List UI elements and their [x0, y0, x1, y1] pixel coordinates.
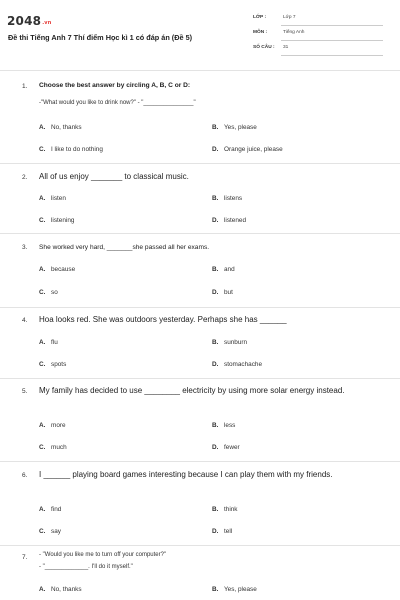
- question-count-value: 31: [283, 45, 289, 50]
- question-divider: [0, 461, 400, 462]
- option-letter: C.: [39, 217, 46, 224]
- option-c[interactable]: [39, 289, 58, 296]
- question-divider: [0, 163, 400, 164]
- option-d[interactable]: [212, 444, 240, 451]
- option-letter: B.: [212, 422, 219, 429]
- option-letter: A.: [39, 586, 46, 593]
- option-a[interactable]: [39, 339, 58, 346]
- question-prompt: -"What would you like to drink now?" - "_______________": [39, 100, 196, 106]
- logo-text: 2048: [7, 14, 42, 28]
- option-d[interactable]: [212, 146, 283, 153]
- field-underline: [281, 55, 383, 56]
- subject-label: MÔN :: [253, 30, 268, 35]
- class-value: Lớp 7: [283, 15, 296, 20]
- option-d[interactable]: [212, 528, 232, 535]
- option-text: listens: [224, 195, 243, 202]
- option-letter: A.: [39, 266, 46, 273]
- option-letter: A.: [39, 506, 46, 513]
- option-text: think: [224, 506, 238, 513]
- subject-field: [253, 29, 383, 41]
- option-letter: C.: [39, 146, 46, 153]
- question-stem: My family has decided to use ________ electricity by using more solar energy instead.: [39, 386, 345, 395]
- option-letter: B.: [212, 506, 219, 513]
- option-text: No, thanks: [51, 124, 82, 131]
- question-stem: She worked very hard, _______she passed all her exams.: [39, 244, 210, 251]
- question-number: 5.: [22, 388, 28, 395]
- option-text: sunburn: [224, 339, 248, 346]
- option-a[interactable]: [39, 195, 66, 202]
- option-text: No, thanks: [51, 586, 82, 593]
- option-text: stomachache: [224, 361, 263, 368]
- logo-suffix: .vn: [42, 20, 52, 26]
- option-letter: A.: [39, 422, 46, 429]
- option-b[interactable]: [212, 422, 235, 429]
- option-text: and: [224, 266, 235, 273]
- option-text: tell: [224, 528, 233, 535]
- option-letter: C.: [39, 289, 46, 296]
- question-divider: [0, 307, 400, 308]
- question-stem-line-2: - "_____________. I'll do it myself.": [39, 564, 133, 570]
- option-letter: B.: [212, 266, 219, 273]
- option-b[interactable]: [212, 586, 257, 593]
- page-header: [0, 0, 400, 66]
- option-text: I like to do nothing: [51, 146, 103, 153]
- option-letter: C.: [39, 528, 46, 535]
- question-stem: Hoa looks red. She was outdoors yesterday. Perhaps she has ______: [39, 315, 287, 324]
- option-text: much: [51, 444, 67, 451]
- exam-title: Đề thi Tiếng Anh 7 Thí điểm Học kì 1 có đáp án (Đề 5): [8, 33, 193, 42]
- option-c[interactable]: [39, 146, 103, 153]
- option-letter: B.: [212, 339, 219, 346]
- class-field: [253, 14, 383, 26]
- site-logo[interactable]: [7, 14, 52, 28]
- option-text: Yes, please: [224, 586, 257, 593]
- question-number: 3.: [22, 244, 28, 251]
- option-letter: D.: [212, 289, 219, 296]
- option-text: listening: [51, 217, 75, 224]
- option-text: but: [224, 289, 233, 296]
- option-a[interactable]: [39, 266, 75, 273]
- subject-value: Tiếng Anh: [283, 30, 305, 35]
- option-letter: D.: [212, 528, 219, 535]
- option-text: flu: [51, 339, 58, 346]
- option-letter: B.: [212, 586, 219, 593]
- option-b[interactable]: [212, 124, 257, 131]
- option-text: say: [51, 528, 61, 535]
- question-number: 1.: [22, 83, 28, 90]
- question-number: 6.: [22, 472, 28, 479]
- question-number: 2.: [22, 174, 28, 181]
- option-letter: D.: [212, 146, 219, 153]
- option-text: fewer: [224, 444, 240, 451]
- option-text: spots: [51, 361, 67, 368]
- option-b[interactable]: [212, 506, 238, 513]
- question-count-field: [253, 44, 383, 56]
- option-text: so: [51, 289, 58, 296]
- option-a[interactable]: [39, 506, 61, 513]
- option-b[interactable]: [212, 266, 235, 273]
- option-letter: D.: [212, 217, 219, 224]
- option-letter: D.: [212, 361, 219, 368]
- option-letter: C.: [39, 444, 46, 451]
- option-letter: D.: [212, 444, 219, 451]
- option-b[interactable]: [212, 339, 247, 346]
- option-d[interactable]: [212, 217, 246, 224]
- option-d[interactable]: [212, 361, 262, 368]
- option-c[interactable]: [39, 361, 66, 368]
- option-text: because: [51, 266, 76, 273]
- question-divider: [0, 378, 400, 379]
- option-c[interactable]: [39, 217, 74, 224]
- option-letter: B.: [212, 124, 219, 131]
- option-text: more: [51, 422, 66, 429]
- question-number: 4.: [22, 317, 28, 324]
- header-divider: [0, 70, 400, 71]
- question-divider: [0, 233, 400, 234]
- class-label: LỚP :: [253, 15, 267, 20]
- option-letter: C.: [39, 361, 46, 368]
- option-text: listened: [224, 217, 247, 224]
- option-letter: A.: [39, 124, 46, 131]
- option-a[interactable]: [39, 422, 66, 429]
- field-underline: [281, 25, 383, 26]
- option-c[interactable]: [39, 444, 67, 451]
- option-letter: A.: [39, 195, 46, 202]
- field-underline: [281, 40, 383, 41]
- option-text: listen: [51, 195, 66, 202]
- option-text: Yes, please: [224, 124, 257, 131]
- question-stem: Choose the best answer by circling A, B, C or D:: [39, 82, 191, 89]
- question-divider: [0, 545, 400, 546]
- option-text: less: [224, 422, 236, 429]
- question-number: 7.: [22, 554, 28, 561]
- option-letter: A.: [39, 339, 46, 346]
- option-c[interactable]: [39, 528, 61, 535]
- option-d[interactable]: [212, 289, 233, 296]
- question-stem-line-1: - "Would you like me to turn off your computer?": [39, 552, 167, 558]
- option-text: find: [51, 506, 62, 513]
- option-letter: B.: [212, 195, 219, 202]
- question-stem: I ______ playing board games interesting because I can play them with my friends.: [39, 470, 333, 479]
- option-text: Orange juice, please: [224, 146, 283, 153]
- question-stem: All of us enjoy _______ to classical music.: [39, 172, 189, 181]
- option-a[interactable]: [39, 124, 82, 131]
- option-a[interactable]: [39, 586, 82, 593]
- option-b[interactable]: [212, 195, 242, 202]
- question-count-label: SỐ CÂU :: [253, 45, 275, 50]
